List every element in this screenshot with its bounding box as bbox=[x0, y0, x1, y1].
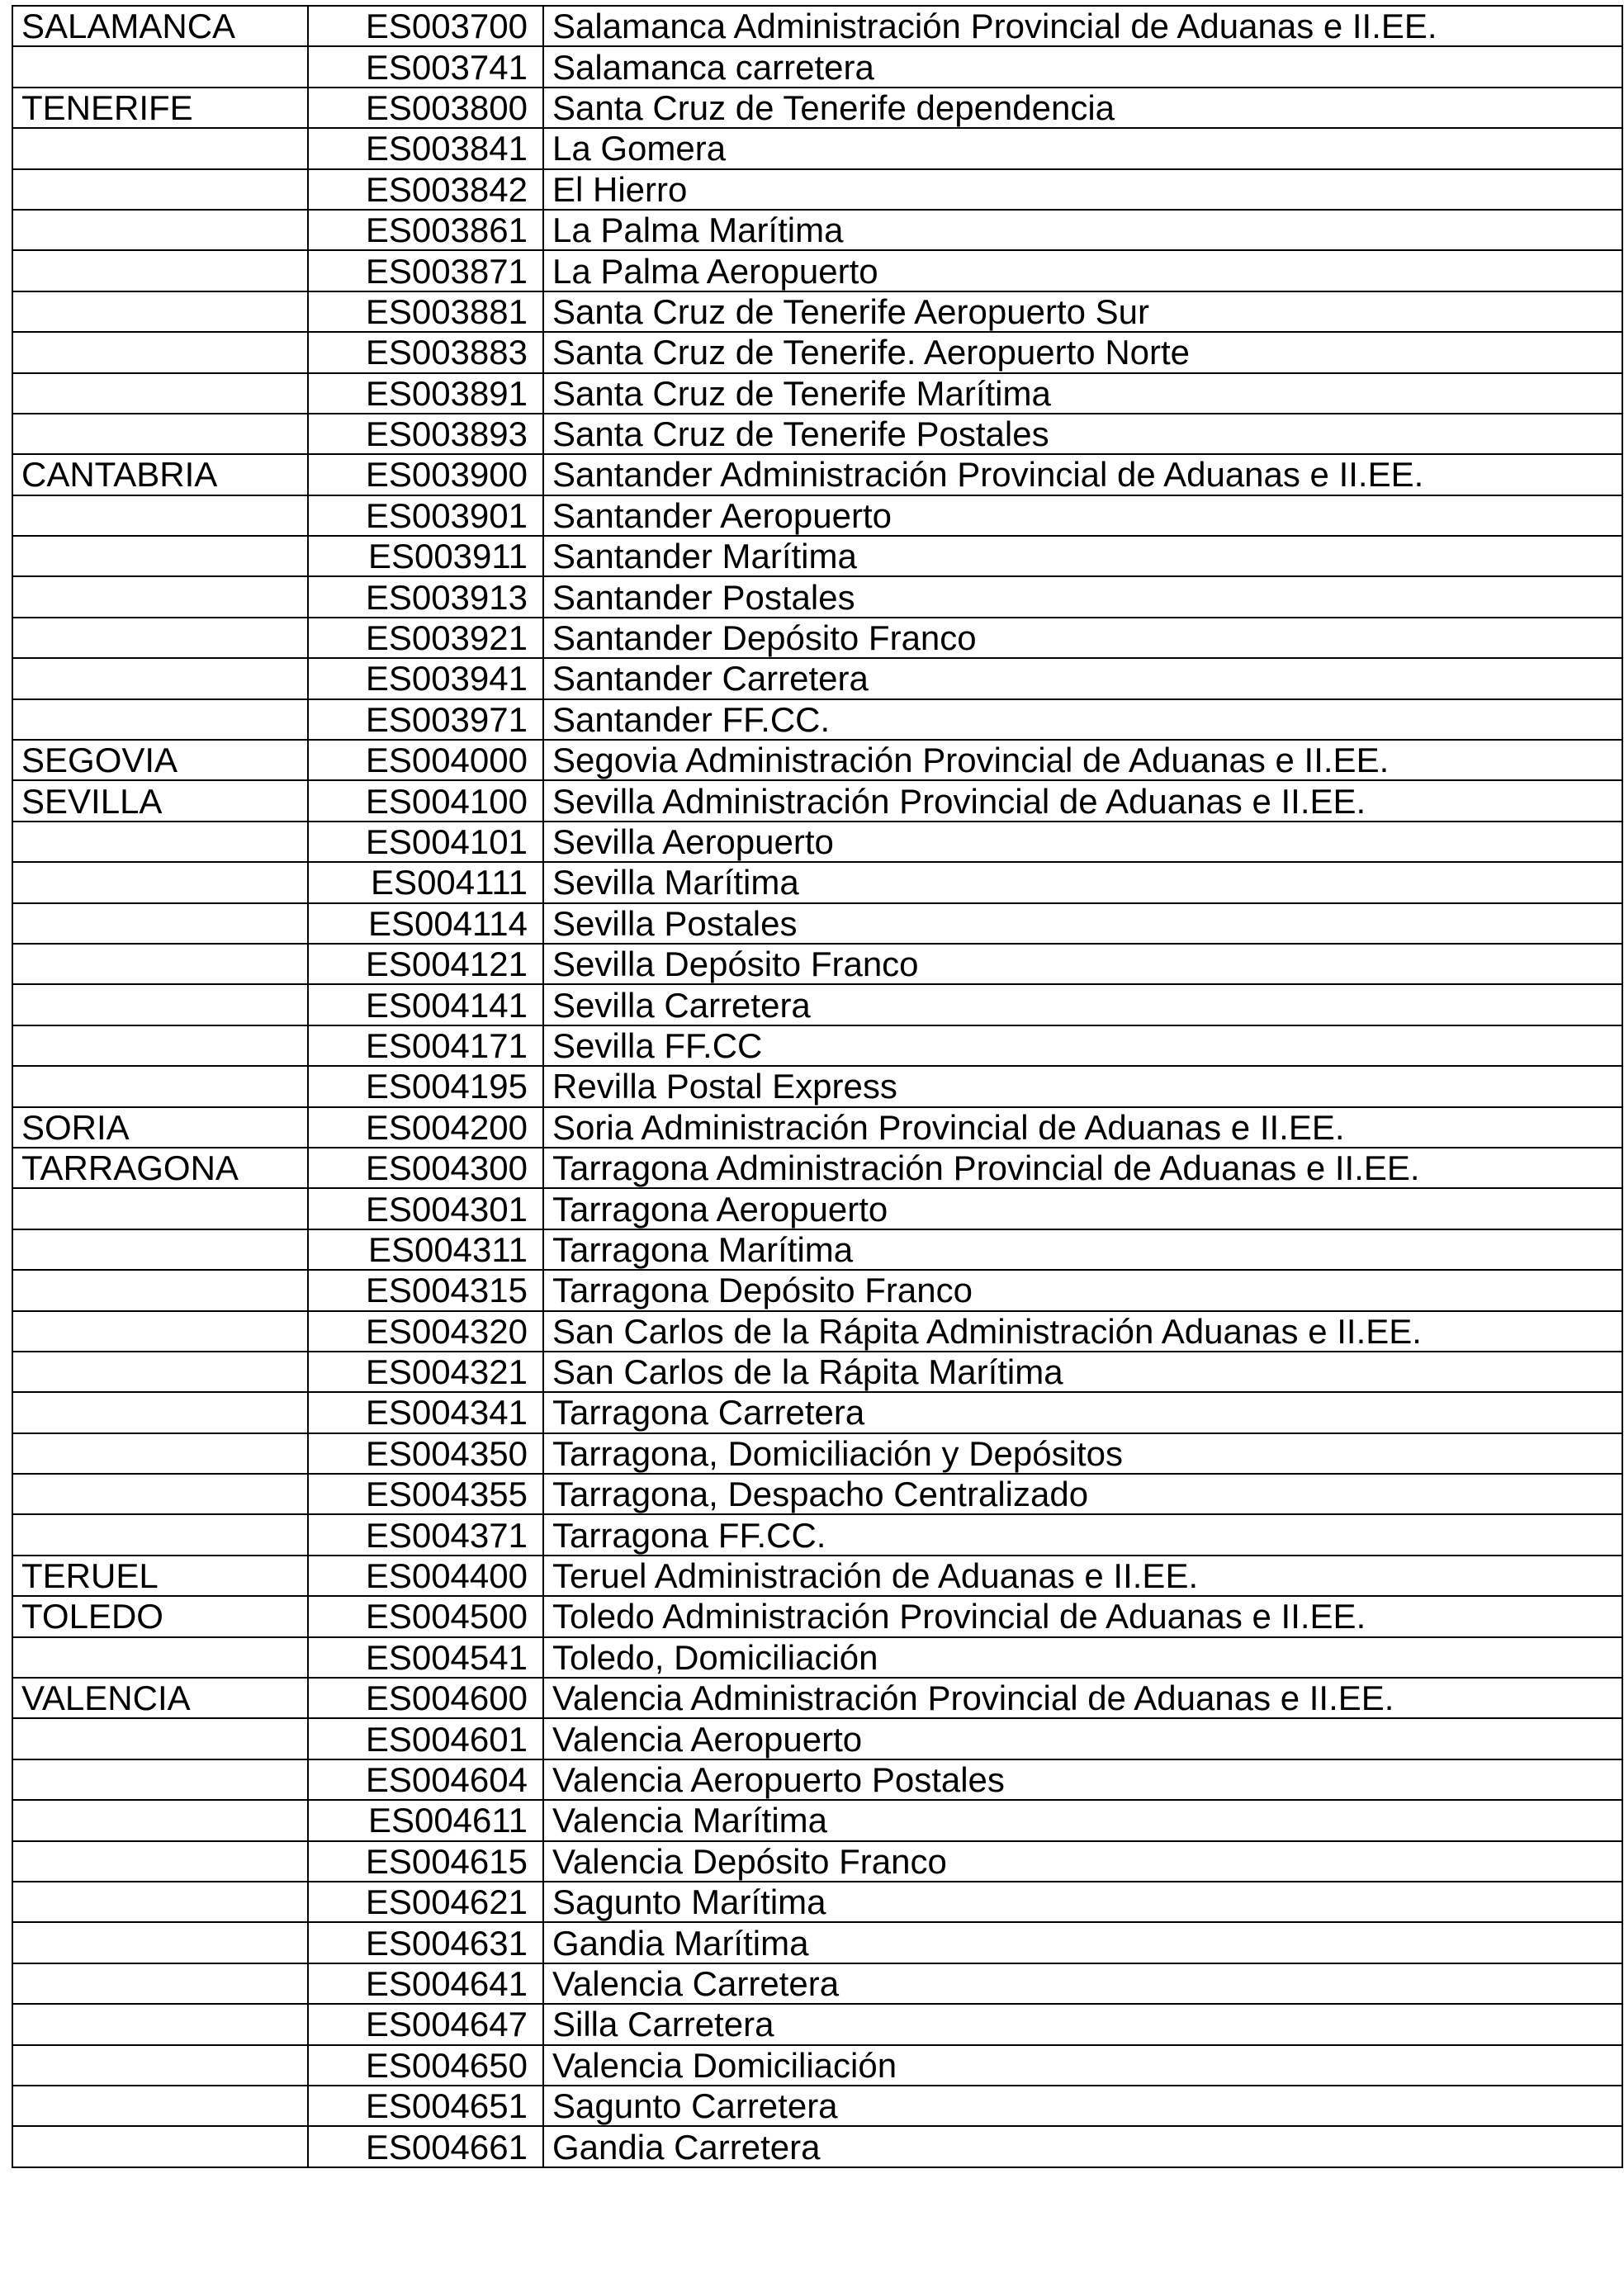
table-row bbox=[12, 536, 1622, 576]
province-cell bbox=[12, 210, 308, 250]
office-code-cell: ES004111 bbox=[308, 862, 543, 902]
table-row bbox=[12, 576, 1622, 617]
province-cell bbox=[12, 1718, 308, 1759]
office-code-cell: ES004601 bbox=[308, 1718, 543, 1759]
province-cell bbox=[12, 1392, 308, 1432]
office-name-cell: Segovia Administración Provincial de Aduanas e II.EE. bbox=[543, 740, 1622, 780]
office-code-cell: ES003842 bbox=[308, 169, 543, 210]
office-code-cell: ES004321 bbox=[308, 1352, 543, 1392]
province-cell bbox=[12, 1352, 308, 1392]
province-cell bbox=[12, 1311, 308, 1352]
province-cell bbox=[12, 984, 308, 1025]
table-row bbox=[12, 1800, 1622, 1840]
province-cell: SEGOVIA bbox=[12, 740, 308, 780]
office-code-cell: ES003893 bbox=[308, 414, 543, 454]
office-code-cell: ES003921 bbox=[308, 618, 543, 658]
table-row bbox=[12, 944, 1622, 984]
province-cell bbox=[12, 822, 308, 862]
table-row bbox=[12, 658, 1622, 698]
table-row bbox=[12, 373, 1622, 414]
office-name-cell: Tarragona, Despacho Centralizado bbox=[543, 1474, 1622, 1514]
office-code-cell: ES004500 bbox=[308, 1596, 543, 1636]
office-code-cell: ES003913 bbox=[308, 576, 543, 617]
office-name-cell: Valencia Marítima bbox=[543, 1800, 1622, 1840]
office-name-cell: La Palma Marítima bbox=[543, 210, 1622, 250]
office-code-cell: ES003800 bbox=[308, 88, 543, 128]
table-row bbox=[12, 332, 1622, 372]
table-row bbox=[12, 169, 1622, 210]
province-cell bbox=[12, 1841, 308, 1882]
table-row bbox=[12, 740, 1622, 780]
office-name-cell: San Carlos de la Rápita Marítima bbox=[543, 1352, 1622, 1392]
province-cell: TERUEL bbox=[12, 1556, 308, 1596]
office-name-cell: El Hierro bbox=[543, 169, 1622, 210]
province-cell bbox=[12, 46, 308, 87]
office-code-cell: ES003700 bbox=[308, 6, 543, 46]
table-row bbox=[12, 454, 1622, 495]
table-row bbox=[12, 780, 1622, 821]
table-row bbox=[12, 1841, 1622, 1882]
office-name-cell: Valencia Aeropuerto bbox=[543, 1718, 1622, 1759]
table-row bbox=[12, 1270, 1622, 1310]
office-code-cell: ES004114 bbox=[308, 903, 543, 944]
table-row bbox=[12, 618, 1622, 658]
office-name-cell: Gandia Marítima bbox=[543, 1922, 1622, 1963]
office-code-cell: ES004171 bbox=[308, 1025, 543, 1066]
table-row bbox=[12, 1474, 1622, 1514]
table-row bbox=[12, 2045, 1622, 2086]
office-code-cell: ES004541 bbox=[308, 1637, 543, 1678]
province-cell bbox=[12, 169, 308, 210]
table-row bbox=[12, 2126, 1622, 2167]
office-name-cell: Sevilla Postales bbox=[543, 903, 1622, 944]
province-cell bbox=[12, 1800, 308, 1840]
table-row bbox=[12, 1433, 1622, 1474]
office-name-cell: San Carlos de la Rápita Administración Aduanas e II.EE. bbox=[543, 1311, 1622, 1352]
office-code-cell: ES004000 bbox=[308, 740, 543, 780]
customs-offices-table bbox=[12, 5, 1623, 2168]
table-row bbox=[12, 2086, 1622, 2126]
table-row bbox=[12, 699, 1622, 740]
office-name-cell: Valencia Administración Provincial de Aduanas e II.EE. bbox=[543, 1678, 1622, 1718]
office-code-cell: ES003971 bbox=[308, 699, 543, 740]
province-cell bbox=[12, 1882, 308, 1922]
office-code-cell: ES004301 bbox=[308, 1188, 543, 1229]
office-name-cell: La Gomera bbox=[543, 128, 1622, 168]
office-name-cell: Gandia Carretera bbox=[543, 2126, 1622, 2167]
province-cell bbox=[12, 1514, 308, 1555]
table-row bbox=[12, 88, 1622, 128]
office-code-cell: ES004611 bbox=[308, 1800, 543, 1840]
province-cell bbox=[12, 414, 308, 454]
office-name-cell: Revilla Postal Express bbox=[543, 1066, 1622, 1106]
office-code-cell: ES004355 bbox=[308, 1474, 543, 1514]
table-row bbox=[12, 46, 1622, 87]
table-row bbox=[12, 1066, 1622, 1106]
province-cell bbox=[12, 2045, 308, 2086]
province-cell: TARRAGONA bbox=[12, 1148, 308, 1188]
office-name-cell: Tarragona Administración Provincial de Aduanas e II.EE. bbox=[543, 1148, 1622, 1188]
office-code-cell: ES004311 bbox=[308, 1229, 543, 1270]
office-name-cell: Sevilla Marítima bbox=[543, 862, 1622, 902]
office-code-cell: ES004121 bbox=[308, 944, 543, 984]
table-row bbox=[12, 1229, 1622, 1270]
province-cell: TENERIFE bbox=[12, 88, 308, 128]
table-row bbox=[12, 1963, 1622, 2004]
province-cell bbox=[12, 2004, 308, 2044]
office-name-cell: Sevilla FF.CC bbox=[543, 1025, 1622, 1066]
office-name-cell: Santander Postales bbox=[543, 576, 1622, 617]
office-code-cell: ES003871 bbox=[308, 250, 543, 291]
office-name-cell: Sagunto Carretera bbox=[543, 2086, 1622, 2126]
office-code-cell: ES004600 bbox=[308, 1678, 543, 1718]
office-name-cell: Tarragona Depósito Franco bbox=[543, 1270, 1622, 1310]
office-name-cell: Tarragona, Domiciliación y Depósitos bbox=[543, 1433, 1622, 1474]
office-code-cell: ES004341 bbox=[308, 1392, 543, 1432]
office-code-cell: ES004320 bbox=[308, 1311, 543, 1352]
table-row bbox=[12, 1637, 1622, 1678]
table-row bbox=[12, 1882, 1622, 1922]
office-name-cell: Santa Cruz de Tenerife Postales bbox=[543, 414, 1622, 454]
province-cell bbox=[12, 699, 308, 740]
office-name-cell: Valencia Depósito Franco bbox=[543, 1841, 1622, 1882]
province-cell bbox=[12, 1963, 308, 2004]
table-row bbox=[12, 903, 1622, 944]
table-row bbox=[12, 1718, 1622, 1759]
office-name-cell: Tarragona Marítima bbox=[543, 1229, 1622, 1270]
office-code-cell: ES004350 bbox=[308, 1433, 543, 1474]
province-cell bbox=[12, 495, 308, 536]
office-code-cell: ES004621 bbox=[308, 1882, 543, 1922]
province-cell bbox=[12, 291, 308, 332]
table-row bbox=[12, 984, 1622, 1025]
office-code-cell: ES004647 bbox=[308, 2004, 543, 2044]
table-row bbox=[12, 1596, 1622, 1636]
office-name-cell: La Palma Aeropuerto bbox=[543, 250, 1622, 291]
office-name-cell: Sevilla Aeropuerto bbox=[543, 822, 1622, 862]
table-row bbox=[12, 1759, 1622, 1800]
office-name-cell: Santa Cruz de Tenerife Aeropuerto Sur bbox=[543, 291, 1622, 332]
office-name-cell: Valencia Aeropuerto Postales bbox=[543, 1759, 1622, 1800]
province-cell bbox=[12, 128, 308, 168]
province-cell bbox=[12, 1025, 308, 1066]
office-name-cell: Teruel Administración de Aduanas e II.EE. bbox=[543, 1556, 1622, 1596]
table-row bbox=[12, 1922, 1622, 1963]
office-name-cell: Santa Cruz de Tenerife. Aeropuerto Norte bbox=[543, 332, 1622, 372]
province-cell bbox=[12, 1270, 308, 1310]
table-row bbox=[12, 210, 1622, 250]
office-name-cell: Tarragona Aeropuerto bbox=[543, 1188, 1622, 1229]
office-code-cell: ES004615 bbox=[308, 1841, 543, 1882]
province-cell bbox=[12, 576, 308, 617]
office-name-cell: Toledo, Domiciliación bbox=[543, 1637, 1622, 1678]
office-code-cell: ES004371 bbox=[308, 1514, 543, 1555]
office-code-cell: ES004650 bbox=[308, 2045, 543, 2086]
province-cell bbox=[12, 1922, 308, 1963]
province-cell bbox=[12, 944, 308, 984]
province-cell bbox=[12, 2126, 308, 2167]
province-cell bbox=[12, 250, 308, 291]
province-cell bbox=[12, 1759, 308, 1800]
office-name-cell: Santander Carretera bbox=[543, 658, 1622, 698]
office-name-cell: Salamanca Administración Provincial de Aduanas e II.EE. bbox=[543, 6, 1622, 46]
office-code-cell: ES004300 bbox=[308, 1148, 543, 1188]
office-code-cell: ES004195 bbox=[308, 1066, 543, 1106]
province-cell bbox=[12, 1433, 308, 1474]
office-name-cell: Tarragona Carretera bbox=[543, 1392, 1622, 1432]
customs-offices-table-body bbox=[12, 6, 1622, 2167]
table-row bbox=[12, 1556, 1622, 1596]
province-cell bbox=[12, 862, 308, 902]
office-name-cell: Silla Carretera bbox=[543, 2004, 1622, 2044]
office-name-cell: Sevilla Carretera bbox=[543, 984, 1622, 1025]
table-row bbox=[12, 6, 1622, 46]
office-code-cell: ES004141 bbox=[308, 984, 543, 1025]
province-cell: CANTABRIA bbox=[12, 454, 308, 495]
table-row bbox=[12, 1188, 1622, 1229]
office-code-cell: ES004200 bbox=[308, 1107, 543, 1148]
office-code-cell: ES004604 bbox=[308, 1759, 543, 1800]
office-code-cell: ES003901 bbox=[308, 495, 543, 536]
office-name-cell: Sevilla Administración Provincial de Aduanas e II.EE. bbox=[543, 780, 1622, 821]
office-name-cell: Sagunto Marítima bbox=[543, 1882, 1622, 1922]
office-code-cell: ES003741 bbox=[308, 46, 543, 87]
office-name-cell: Toledo Administración Provincial de Aduanas e II.EE. bbox=[543, 1596, 1622, 1636]
table-row bbox=[12, 414, 1622, 454]
province-cell bbox=[12, 1229, 308, 1270]
province-cell: SEVILLA bbox=[12, 780, 308, 821]
office-code-cell: ES003891 bbox=[308, 373, 543, 414]
office-name-cell: Sevilla Depósito Franco bbox=[543, 944, 1622, 984]
province-cell bbox=[12, 2086, 308, 2126]
office-name-cell: Santander Depósito Franco bbox=[543, 618, 1622, 658]
office-name-cell: Santa Cruz de Tenerife Marítima bbox=[543, 373, 1622, 414]
office-code-cell: ES004661 bbox=[308, 2126, 543, 2167]
province-cell bbox=[12, 536, 308, 576]
office-code-cell: ES003911 bbox=[308, 536, 543, 576]
office-code-cell: ES003841 bbox=[308, 128, 543, 168]
office-name-cell: Santander Aeropuerto bbox=[543, 495, 1622, 536]
table-row bbox=[12, 862, 1622, 902]
province-cell: SORIA bbox=[12, 1107, 308, 1148]
province-cell bbox=[12, 373, 308, 414]
province-cell bbox=[12, 1066, 308, 1106]
province-cell bbox=[12, 332, 308, 372]
office-code-cell: ES003881 bbox=[308, 291, 543, 332]
table-row bbox=[12, 291, 1622, 332]
province-cell bbox=[12, 618, 308, 658]
table-row bbox=[12, 1148, 1622, 1188]
province-cell: TOLEDO bbox=[12, 1596, 308, 1636]
office-name-cell: Santander FF.CC. bbox=[543, 699, 1622, 740]
office-code-cell: ES004651 bbox=[308, 2086, 543, 2126]
table-row bbox=[12, 1311, 1622, 1352]
table-row bbox=[12, 495, 1622, 536]
office-name-cell: Soria Administración Provincial de Aduanas e II.EE. bbox=[543, 1107, 1622, 1148]
table-row bbox=[12, 250, 1622, 291]
office-name-cell: Santander Administración Provincial de Aduanas e II.EE. bbox=[543, 454, 1622, 495]
office-name-cell: Salamanca carretera bbox=[543, 46, 1622, 87]
province-cell bbox=[12, 658, 308, 698]
table-row bbox=[12, 1678, 1622, 1718]
office-name-cell: Valencia Domiciliación bbox=[543, 2045, 1622, 2086]
table-row bbox=[12, 1352, 1622, 1392]
province-cell bbox=[12, 1637, 308, 1678]
office-code-cell: ES004631 bbox=[308, 1922, 543, 1963]
province-cell: VALENCIA bbox=[12, 1678, 308, 1718]
office-name-cell: Tarragona FF.CC. bbox=[543, 1514, 1622, 1555]
office-code-cell: ES004315 bbox=[308, 1270, 543, 1310]
office-code-cell: ES003941 bbox=[308, 658, 543, 698]
table-row bbox=[12, 1514, 1622, 1555]
office-code-cell: ES004101 bbox=[308, 822, 543, 862]
table-row bbox=[12, 128, 1622, 168]
office-name-cell: Santa Cruz de Tenerife dependencia bbox=[543, 88, 1622, 128]
province-cell: SALAMANCA bbox=[12, 6, 308, 46]
table-row bbox=[12, 1107, 1622, 1148]
office-name-cell: Valencia Carretera bbox=[543, 1963, 1622, 2004]
table-row bbox=[12, 1025, 1622, 1066]
table-row bbox=[12, 2004, 1622, 2044]
table-row bbox=[12, 822, 1622, 862]
office-code-cell: ES004100 bbox=[308, 780, 543, 821]
office-name-cell: Santander Marítima bbox=[543, 536, 1622, 576]
office-code-cell: ES003900 bbox=[308, 454, 543, 495]
province-cell bbox=[12, 1188, 308, 1229]
office-code-cell: ES003861 bbox=[308, 210, 543, 250]
office-code-cell: ES004641 bbox=[308, 1963, 543, 2004]
province-cell bbox=[12, 903, 308, 944]
office-code-cell: ES004400 bbox=[308, 1556, 543, 1596]
province-cell bbox=[12, 1474, 308, 1514]
table-row bbox=[12, 1392, 1622, 1432]
office-code-cell: ES003883 bbox=[308, 332, 543, 372]
